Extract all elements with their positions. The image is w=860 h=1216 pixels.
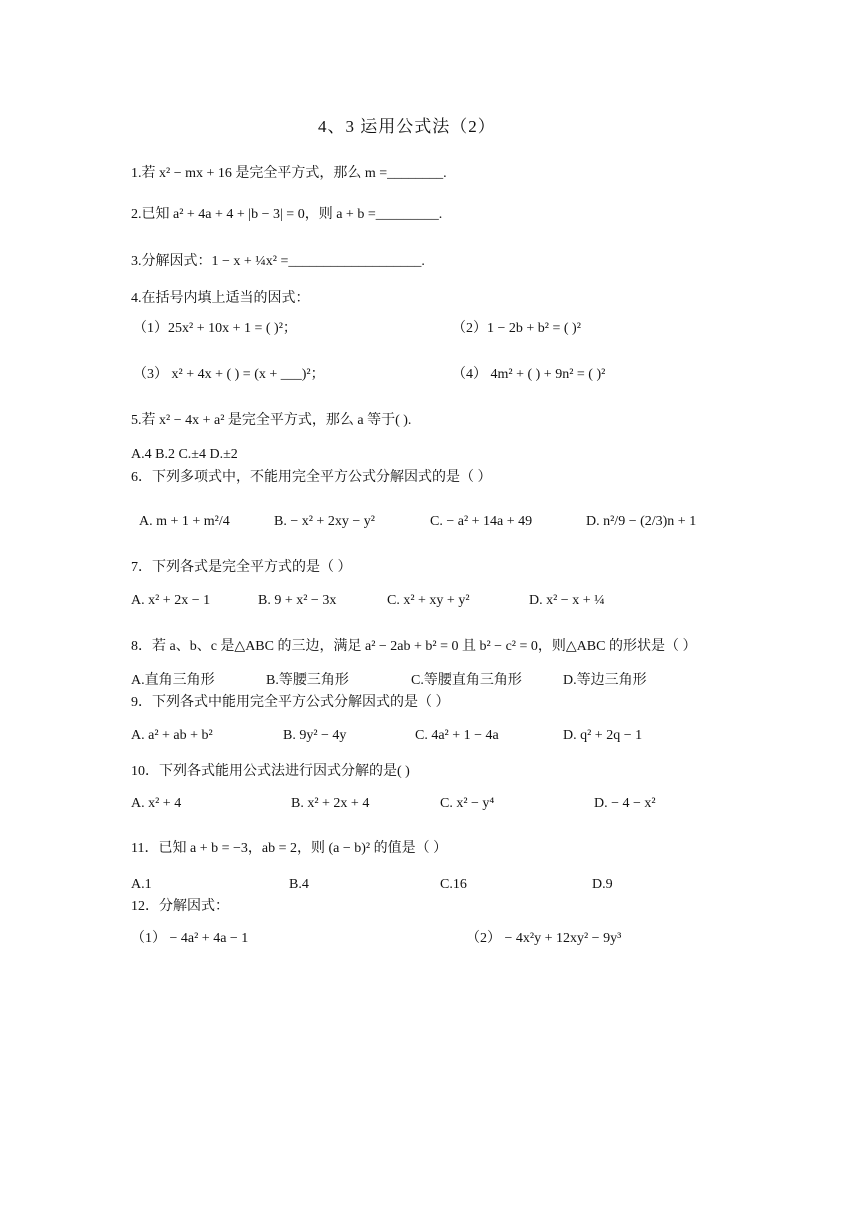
question-9-option-d: D. q² + 2q − 1 xyxy=(563,728,643,743)
question-6: 6．下列多项式中，不能用完全平方公式分解因式的是（ ） xyxy=(131,470,492,485)
question-9-option-a: A. a² + ab + b² xyxy=(131,728,213,743)
question-5: 5.若 x² − 4x + a² 是完全平方式，那么 a 等于( ). xyxy=(131,413,412,428)
question-3: 3.分解因式：1 − x + ¼x² =___________________. xyxy=(131,254,425,269)
question-10-option-a: A. x² + 4 xyxy=(131,796,182,811)
question-8-option-d: D.等边三角形 xyxy=(563,673,647,688)
question-8-option-c: C.等腰直角三角形 xyxy=(411,673,522,688)
question-10-option-b: B. x² + 2x + 4 xyxy=(291,796,370,811)
question-8-option-a: A.直角三角形 xyxy=(131,673,215,688)
question-1: 1.若 x² − mx + 16 是完全平方式，那么 m =________. xyxy=(131,166,447,181)
question-11-option-b: B.4 xyxy=(289,877,309,892)
question-2: 2.已知 a² + 4a + 4 + |b − 3| = 0，则 a + b =_________. xyxy=(131,207,443,222)
question-5-options: A.4 B.2 C.±4 D.±2 xyxy=(131,447,238,462)
question-11-option-d: D.9 xyxy=(592,877,613,892)
question-9: 9．下列各式中能用完全平方公式分解因式的是（ ） xyxy=(131,695,450,710)
question-10-option-c: C. x² − y⁴ xyxy=(440,796,495,811)
question-4-part-2: （2）1 − 2b + b² = ( )² xyxy=(452,321,581,336)
question-12-part-2: （2） − 4x²y + 12xy² − 9y³ xyxy=(466,931,622,946)
question-6-option-d: D. n²/9 − (2/3)n + 1 xyxy=(586,514,697,529)
question-6-option-a: A. m + 1 + m²/4 xyxy=(139,514,230,529)
question-7-option-a: A. x² + 2x − 1 xyxy=(131,593,211,608)
question-4-part-4: （4） 4m² + ( ) + 9n² = ( )² xyxy=(452,367,606,382)
question-11: 11．已知 a + b = −3，ab = 2，则 (a − b)² 的值是（ ） xyxy=(131,841,448,856)
question-10: 10．下列各式能用公式法进行因式分解的是( ) xyxy=(131,764,410,779)
question-7-option-d: D. x² − x + ¼ xyxy=(529,593,605,608)
question-9-option-b: B. 9y² − 4y xyxy=(283,728,347,743)
question-8-option-b: B.等腰三角形 xyxy=(266,673,349,688)
question-12-part-1: （1） − 4a² + 4a − 1 xyxy=(131,931,249,946)
question-8: 8．若 a、b、c 是△ABC 的三边，满足 a² − 2ab + b² = 0 且 b² − c² = 0，则△ABC 的形状是（ ） xyxy=(131,639,697,654)
question-4-part-1: （1）25x² + 10x + 1 = ( )²； xyxy=(133,321,297,336)
question-4: 4.在括号内填上适当的因式： xyxy=(131,291,310,306)
question-7: 7．下列各式是完全平方式的是（ ） xyxy=(131,560,352,575)
question-9-option-c: C. 4a² + 1 − 4a xyxy=(415,728,499,743)
question-6-option-b: B. − x² + 2xy − y² xyxy=(274,514,375,529)
question-4-part-3: （3） x² + 4x + ( ) = (x + ___)²； xyxy=(133,367,325,382)
question-6-option-c: C. − a² + 14a + 49 xyxy=(430,514,533,529)
question-11-option-c: C.16 xyxy=(440,877,467,892)
question-7-option-b: B. 9 + x² − 3x xyxy=(258,593,337,608)
question-11-option-a: A.1 xyxy=(131,877,152,892)
question-7-option-c: C. x² + xy + y² xyxy=(387,593,470,608)
question-12: 12．分解因式： xyxy=(131,899,229,914)
question-10-option-d: D. − 4 − x² xyxy=(594,796,656,811)
page-title: 4、3 运用公式法（2） xyxy=(318,117,496,136)
